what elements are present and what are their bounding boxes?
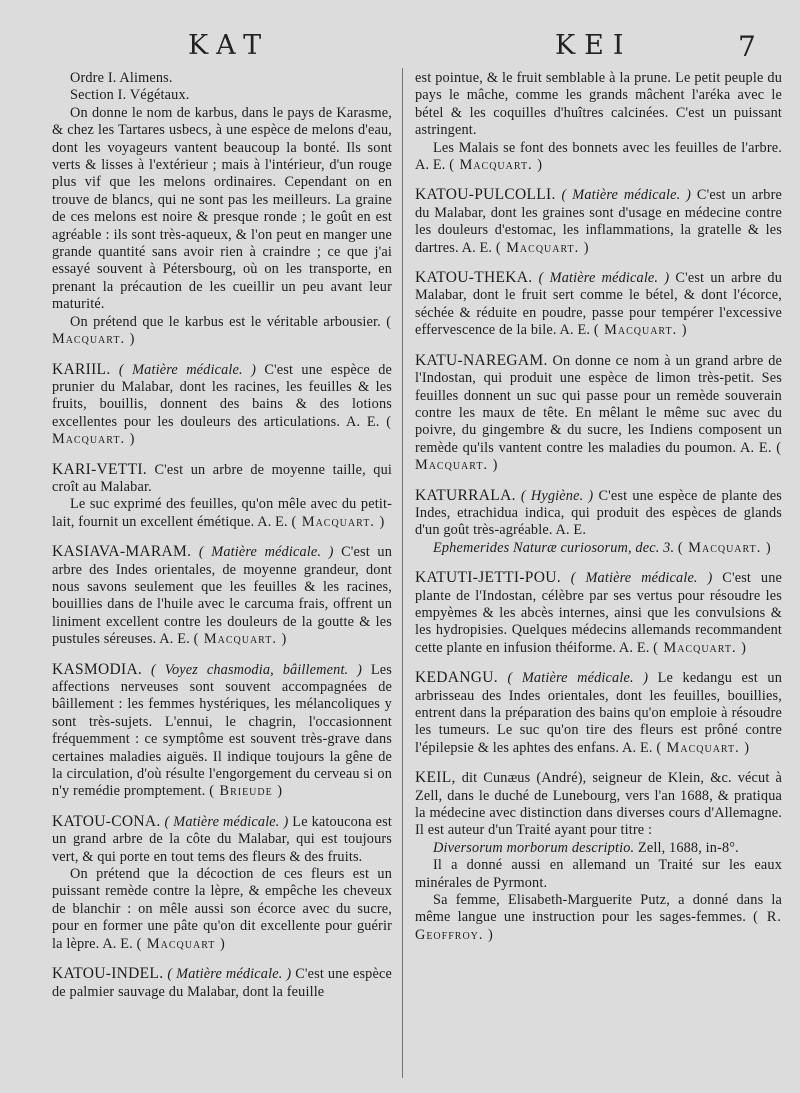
entry-text: On donne le nom de karbus, dans le pays de Karasme, & chez les Tartares usbecs, à une espèce de melons d'eau, dont les voyageurs vantent beaucoup la bonté. Ils sont verts & lisses à l'extérieur ; mais à l'intérieur, d'un rouge plus vif que les melons ordinaires. Cependant on en trouve de blancs, qui ne sont pas les meilleurs. La graine de ces melons est noire & presque ronde ; le goût en est agréable : ils sont très-aqueux, & l'on peut en manger une grande quantité sans avoir rien à craindre ; ce que j'ai essayé souvent à Pétersbourg, où on les transporte, en prenant la précaution de les cueillir un peu avant leur maturité. [52, 104, 392, 313]
page-number: 7 [738, 30, 756, 63]
entry-katuti-jetti-pou [415, 569, 782, 657]
author: ( Macquart. ) [656, 739, 751, 756]
author: ( R. Geoffroy. ) [415, 909, 782, 943]
entry-text-2: Les Malais se font des bonnets avec les feuilles de l'arbre. A. E. [415, 139, 782, 174]
entry-text: On donne ce nom à un grand arbre de l'Indostan, qui produit une espèce de limon très-petit. Ses feuilles donnent un suc qui passe pour un remède souverain contre les maux de tête. En mêlant le même suc avec du poivre, du gingembre & du sucre, les Indiens composent un remède qu'ils vantent contre les maladies du poumon. A. E. [415, 352, 782, 456]
entry-keil [415, 769, 782, 944]
entry-text: Le katoucona est un grand arbre de la côte du Malabar, qui est toujours vert, & qui porte en tout tems des fleurs & des fruits. [52, 813, 392, 865]
entry-kedangu [415, 669, 782, 757]
headword: KATOU-CONA. [52, 812, 161, 830]
entry-kariil [52, 361, 392, 449]
entry-text: C'est une espèce de palmier sauvage du Malabar, dont la feuille [52, 966, 392, 1000]
section-heading: Section I. Végétaux. [70, 87, 190, 104]
headword: KEDANGU. [415, 669, 498, 687]
author: ( Macquart. ) [291, 513, 386, 530]
entry-kasiava-maram [52, 543, 392, 648]
subject-tag: ( Hygiène. ) [520, 487, 594, 504]
headword: KATURRALA. [415, 486, 516, 504]
subject-tag: ( Matière médicale. ) [570, 570, 713, 587]
order-heading: Ordre I. Alimens. [70, 70, 173, 86]
citation: Ephemerides Naturæ curiosorum, dec. 3. [433, 539, 675, 556]
author: ( Macquart. ) [653, 639, 747, 656]
headword: KATU-NAREGAM. [415, 351, 548, 369]
author: ( Macquart. ) [495, 239, 590, 256]
entry-katou-pulcolli [415, 186, 782, 257]
subject-tag: ( Matière médicale. ) [164, 813, 289, 830]
headword: KATOU-PULCOLLI. [415, 186, 556, 204]
entry-text: est pointue, & le fruit semblable à la prune. Le petit peuple du pays le mâche, comme les grands mâchent l'aréka avec le bétel & les coquilles d'huîtres calcinées. C'est un puissant astringent. [415, 70, 782, 139]
author: ( Macquart. ) [415, 439, 782, 474]
right-column [415, 70, 782, 944]
headword: KATOU-INDEL. [52, 965, 164, 983]
author: ( Macquart. ) [193, 631, 288, 648]
headword: KASIAVA-MARAM. [52, 543, 192, 561]
entry-kari-vetti [52, 461, 392, 532]
entry-katou-indel-continued [415, 70, 782, 174]
headword: KATOU-THEKA. [415, 269, 533, 287]
headword: KASMODIA. [52, 660, 143, 678]
subject-tag: ( Matière médicale. ) [118, 361, 256, 378]
entry-kasmodia [52, 661, 392, 801]
author: ( Macquart. ) [52, 313, 392, 348]
left-column [52, 70, 392, 1001]
entry-katou-cona [52, 813, 392, 953]
running-head-left: KAT [188, 30, 271, 61]
entry-text: Le kedangu est un arbrisseau des Indes orientales, dont les feuilles, bouillies, entrent dans la préparation des bains qu'on emploie à résoudre les tumeurs. Le suc qu'on tire des fleurs est prôné contre l'épilepsie & les aphtes des enfans. A. E. [415, 670, 782, 756]
entry-text: C'est un arbre de moyenne taille, qui croît au Malabar. [52, 461, 392, 495]
entry-text: dit Cunæus (André), seigneur de Klein, &c. vécut à Zell, dans le duché de Lunebourg, vers l'an 1688, & pratiqua la médecine avec distinction dans diverses cours d'Allemagne. Il est auteur d'un Traité ayant pour titre : [415, 770, 782, 839]
headword: KARIIL. [52, 360, 111, 378]
headword: KEIL, [415, 769, 456, 787]
subject-tag: ( Matière médicale. ) [507, 670, 649, 687]
entry-text-2: Le suc exprimé des feuilles, qu'on mêle avec du petit-lait, fournit un excellent émétique. A. E. [52, 496, 392, 530]
entry-text-3: Il a donné aussi en allemand un Traité sur les eaux minérales de Pyrmont. [415, 857, 782, 891]
entry-katou-theka [415, 269, 782, 340]
entry-text: C'est un arbre du Malabar, dont les graines sont d'usage en médecine contre les douleurs d'estomac, les inflammations, la gratelle & les dartres. A. E. [415, 187, 783, 256]
running-head-right: KEI [555, 30, 633, 61]
entry-katurrala [415, 487, 782, 558]
entry-text: C'est une plante de l'Indostan, célèbre par ses vertus pour résoudre les empyèmes & les abcès internes, ainsi que les convulsions & les hydropisies. Quelques médecins allemands recommandent cette plante en infusion théiforme. A. E. [415, 570, 782, 656]
entry-text: C'est un arbre des Indes orientales, de moyenne grandeur, dont nous savons seulement que les feuilles & les racines, bouillies dans de l'huile avec le carcuma frais, offrent un liniment excellent contre les douleurs de la goutte & les pustules séreuses. A. E. [52, 544, 392, 648]
entry-katou-indel [52, 965, 392, 1001]
entry-text-2 [52, 314, 392, 349]
book-title: Diversorum morborum descriptio. [433, 839, 635, 856]
author: ( Macquart ) [136, 935, 226, 952]
subject-tag: ( Matière médicale. ) [167, 966, 292, 983]
author: ( Macquart. ) [449, 157, 543, 174]
entry-text: C'est une espèce de prunier du Malabar, dont les racines, les feuilles & les fruits, bouillis, donnent des bains & des lotions excellentes pour les douleurs des articulations. A. E. [52, 361, 392, 430]
entry-text: C'est une espèce de plante des Indes, etrachidua indica, qui produit des espèces de glands d'un goût très-agréable. A. E. [415, 487, 782, 539]
author: ( Macquart. ) [677, 539, 772, 556]
subject-tag: ( Matière médicale. ) [198, 544, 334, 561]
entry-katu-naregam [415, 352, 782, 475]
entry-karbus [52, 70, 392, 349]
entry-text-4: Sa femme, Elisabeth-Marguerite Putz, a donné dans la même langue une instruction pour les sages-femmes. [415, 892, 782, 926]
book-imprint: Zell, 1688, in-8°. [634, 839, 739, 856]
entry-text: C'est un arbre du Malabar, dont le fruit sert comme le bétel, & dont l'écorce, séchée & réduite en poudre, passe pour tempérer l'excessive effervescence de la bile. A. E. [415, 270, 782, 339]
subject-tag: ( Matière médicale. ) [561, 187, 692, 204]
column-divider [402, 68, 403, 1078]
subject-tag: ( Matière médicale. ) [538, 270, 670, 287]
author: ( Brieude ) [209, 783, 284, 800]
entry-text: On prétend que le karbus est le véritable arbousier. [70, 313, 381, 330]
author: ( Macquart. ) [593, 322, 688, 339]
cross-reference: ( Voyez chasmodia, bâillement. ) [150, 661, 363, 678]
entry-text-2: On prétend que la décoction de ces fleurs est un puissant remède contre la lèpre, & empêche les cheveux de blanchir : on mêle aussi son écorce avec du sucre, pour en former une pâte qu'on dit excellente pour guérir la lèpre. A. E. [52, 866, 392, 952]
author: ( Macquart. ) [52, 413, 392, 448]
headword: KATUTI-JETTI-POU. [415, 569, 561, 587]
entry-text: Les affections nerveuses sont souvent accompagnées de bâillement : les femmes hystériques, les mélancoliques y sont très-sujets. L'ennui, le chagrin, l'occasionnent fréquemment : ce symptôme est souvent très-grave dans certaines maladies aiguës. Il indique toujours la gêne de la circulation, d'où résulte l'engorgement du cerveau si on n'y remédie promptement. [52, 661, 392, 800]
headword: KARI-VETTI. [52, 460, 147, 478]
